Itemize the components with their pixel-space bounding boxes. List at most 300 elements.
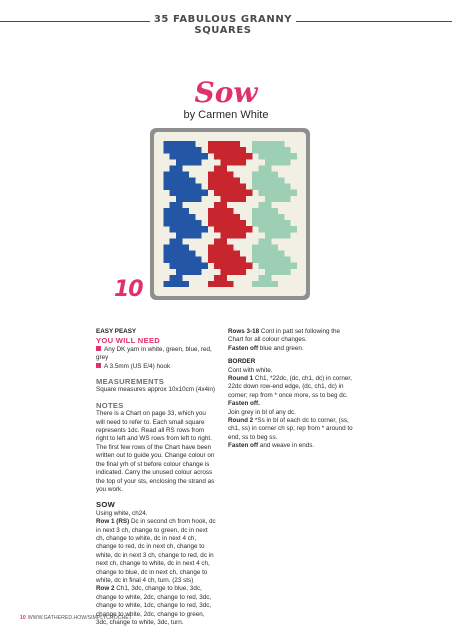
stitch-cell <box>246 190 253 196</box>
stitch-cell <box>227 214 234 220</box>
stitch-cell <box>259 141 266 147</box>
notes-text: There is a Chart on page 33, which you will need to refer to. Each small square represents 1dc. Read all RS rows from right to left and WS rows from left to right. The first few rows of the Chart have been written out to guide you. Change colour on the final yrh of st before colour change is indicated. Carry the unused colour across the top of your sts, enclosing the strand as you work. <box>96 410 215 493</box>
stitch-cell <box>214 153 221 159</box>
fasten-off-2: Fasten off. <box>228 400 260 408</box>
stitch-cell <box>208 220 215 226</box>
stitch-cell <box>195 159 202 165</box>
stitch-cell <box>214 184 221 190</box>
stitch-cell <box>278 153 285 159</box>
stitch-cell <box>170 178 177 184</box>
stitch-cell <box>259 208 266 214</box>
stitch-cell <box>252 178 259 184</box>
notes-heading: NOTES <box>96 400 124 410</box>
stitch-cell <box>259 275 266 281</box>
stitch-cell <box>265 159 272 165</box>
stitch-cell <box>195 147 202 153</box>
stitch-cell <box>220 159 227 165</box>
stitch-cell <box>252 244 259 250</box>
stitch-cell <box>233 214 240 220</box>
stitch-cell <box>189 220 196 226</box>
stitch-cell <box>220 196 227 202</box>
stitch-cell <box>220 257 227 263</box>
stitch-cell <box>259 202 266 208</box>
pattern-number: 10 <box>114 277 143 302</box>
stitch-cell <box>195 153 202 159</box>
stitch-cell <box>233 153 240 159</box>
stitch-cell <box>284 190 291 196</box>
stitch-cell <box>246 263 253 269</box>
bullet-icon <box>96 363 101 368</box>
stitch-cell <box>195 190 202 196</box>
stitch-cell <box>195 263 202 269</box>
stitch-cell <box>278 257 285 263</box>
stitch-cell <box>170 263 177 269</box>
stitch-cell <box>233 178 240 184</box>
page-footer <box>20 615 132 621</box>
stitch-cell <box>170 257 177 263</box>
stitch-cell <box>227 184 234 190</box>
stitch-cell <box>176 208 183 214</box>
stitch-cell <box>290 226 297 232</box>
stitch-cell <box>189 257 196 263</box>
stitch-cell <box>170 147 177 153</box>
stitch-cell <box>240 220 247 226</box>
right-column <box>228 328 354 451</box>
stitch-cell <box>227 269 234 275</box>
stitch-cell <box>284 226 291 232</box>
stitch-cell <box>259 238 266 244</box>
stitch-cell <box>176 281 183 287</box>
stitch-cell <box>252 208 259 214</box>
stitch-cell <box>208 244 215 250</box>
stitch-cell <box>163 220 170 226</box>
stitch-cell <box>284 159 291 165</box>
stitch-cell <box>259 178 266 184</box>
stitch-cell <box>246 226 253 232</box>
stitch-cell <box>189 190 196 196</box>
stitch-cell <box>182 171 189 177</box>
stitch-cell <box>189 250 196 256</box>
stitch-cell <box>259 220 266 226</box>
stitch-cell <box>278 250 285 256</box>
stitch-cell <box>233 141 240 147</box>
stitch-cell <box>259 171 266 177</box>
stitch-cell <box>189 184 196 190</box>
stitch-cell <box>278 269 285 275</box>
stitch-cell <box>220 238 227 244</box>
pattern-byline: by Carmen White <box>183 109 269 121</box>
square-colorwork-grid <box>157 135 303 293</box>
stitch-cell <box>227 153 234 159</box>
stitch-cell <box>290 263 297 269</box>
stitch-cell <box>182 226 189 232</box>
stitch-cell <box>176 147 183 153</box>
stitch-cell <box>265 232 272 238</box>
stitch-cell <box>278 184 285 190</box>
stitch-cell <box>189 141 196 147</box>
stitch-cell <box>240 226 247 232</box>
stitch-cell <box>220 244 227 250</box>
stitch-cell <box>170 184 177 190</box>
header-title: 35 FABULOUS GRANNY SQUARES <box>153 14 293 36</box>
stitch-cell <box>195 196 202 202</box>
stitch-cell <box>176 250 183 256</box>
stitch-cell <box>214 171 221 177</box>
stitch-cell <box>176 257 183 263</box>
stitch-cell <box>284 263 291 269</box>
stitch-cell <box>259 165 266 171</box>
stitch-cell <box>189 147 196 153</box>
join-grey: Join grey in bl of any dc. <box>228 408 296 416</box>
stitch-cell <box>227 178 234 184</box>
sow-heading: SOW <box>96 500 116 510</box>
stitch-cell <box>227 196 234 202</box>
stitch-cell <box>214 178 221 184</box>
stitch-cell <box>208 147 215 153</box>
stitch-cell <box>284 147 291 153</box>
stitch-cell <box>214 275 221 281</box>
stitch-cell <box>176 165 183 171</box>
header-rule-left <box>0 21 150 22</box>
stitch-cell <box>220 202 227 208</box>
stitch-cell <box>233 220 240 226</box>
stitch-cell <box>265 141 272 147</box>
stitch-cell <box>278 196 285 202</box>
stitch-cell <box>220 275 227 281</box>
stitch-cell <box>227 220 234 226</box>
stitch-cell <box>252 147 259 153</box>
stitch-cell <box>271 208 278 214</box>
stitch-cell <box>259 244 266 250</box>
stitch-cell <box>189 159 196 165</box>
stitch-cell <box>195 226 202 232</box>
stitch-cell <box>208 171 215 177</box>
stitch-cell <box>208 178 215 184</box>
stitch-cell <box>252 220 259 226</box>
stitch-cell <box>265 214 272 220</box>
stitch-cell <box>214 226 221 232</box>
stitch-cell <box>208 250 215 256</box>
stitch-cell <box>265 263 272 269</box>
stitch-cell <box>290 153 297 159</box>
stitch-cell <box>252 141 259 147</box>
stitch-cell <box>182 250 189 256</box>
stitch-cell <box>284 269 291 275</box>
stitch-cell <box>233 232 240 238</box>
stitch-cell <box>182 159 189 165</box>
stitch-cell <box>220 178 227 184</box>
stitch-cell <box>252 257 259 263</box>
stitch-cell <box>163 257 170 263</box>
stitch-cell <box>240 190 247 196</box>
stitch-cell <box>176 141 183 147</box>
stitch-cell <box>220 190 227 196</box>
stitch-cell <box>233 250 240 256</box>
stitch-cell <box>163 147 170 153</box>
stitch-cell <box>271 281 278 287</box>
stitch-cell <box>271 141 278 147</box>
stitch-cell <box>208 214 215 220</box>
stitch-cell <box>233 147 240 153</box>
stitch-cell <box>227 281 234 287</box>
stitch-cell <box>265 275 272 281</box>
stitch-cell <box>201 190 208 196</box>
stitch-cell <box>182 190 189 196</box>
stitch-cell <box>233 263 240 269</box>
stitch-cell <box>259 190 266 196</box>
stitch-cell <box>195 269 202 275</box>
stitch-cell <box>201 153 208 159</box>
stitch-cell <box>278 190 285 196</box>
running-header <box>0 13 452 36</box>
you-will-need-heading: YOU WILL NEED <box>96 336 161 346</box>
row-1-instruction: Row 1 (RS) Dc in second ch from hook, dc in next 3 ch, change to green, dc in next ch, change to white, dc in next 4 ch, change to red, dc in next ch, change to white, dc in next 3 ch, change to red, dc in next ch, change to white, dc in next 4 ch, change to blue, dc in next ch, change to white, dc in final 4 ch, turn. (23 sts) <box>96 518 216 584</box>
stitch-cell <box>271 232 278 238</box>
stitch-cell <box>214 141 221 147</box>
stitch-cell <box>182 153 189 159</box>
stitch-cell <box>259 281 266 287</box>
left-column <box>96 328 216 627</box>
stitch-cell <box>176 263 183 269</box>
stitch-cell <box>220 208 227 214</box>
stitch-cell <box>240 147 247 153</box>
stitch-cell <box>265 171 272 177</box>
stitch-cell <box>176 269 183 275</box>
stitch-cell <box>271 153 278 159</box>
header-rule-right <box>296 21 452 22</box>
rows-3-18-instruction: Rows 3-18 Cont in patt set following the Chart for all colour changes. <box>228 328 341 344</box>
stitch-cell <box>182 220 189 226</box>
stitch-cell <box>259 153 266 159</box>
stitch-cell <box>214 250 221 256</box>
footer-page-number: 10 <box>20 615 26 621</box>
stitch-cell <box>214 281 221 287</box>
stitch-cell <box>259 214 266 220</box>
stitch-cell <box>214 263 221 269</box>
stitch-cell <box>271 263 278 269</box>
stitch-cell <box>278 214 285 220</box>
pattern-title: Sow <box>194 76 258 109</box>
stitch-cell <box>182 178 189 184</box>
stitch-cell <box>170 281 177 287</box>
stitch-cell <box>278 226 285 232</box>
stitch-cell <box>265 244 272 250</box>
stitch-cell <box>214 208 221 214</box>
stitch-cell <box>220 250 227 256</box>
stitch-cell <box>259 184 266 190</box>
sow-intro: Using white, ch24. <box>96 509 148 517</box>
stitch-cell <box>227 244 234 250</box>
stitch-cell <box>278 147 285 153</box>
stitch-cell <box>176 214 183 220</box>
stitch-cell <box>220 232 227 238</box>
stitch-cell <box>233 226 240 232</box>
stitch-cell <box>252 250 259 256</box>
stitch-cell <box>265 196 272 202</box>
stitch-cell <box>290 190 297 196</box>
stitch-cell <box>163 214 170 220</box>
stitch-cell <box>214 220 221 226</box>
border-heading: BORDER <box>228 358 256 366</box>
stitch-cell <box>170 202 177 208</box>
stitch-cell <box>271 244 278 250</box>
stitch-cell <box>284 184 291 190</box>
stitch-cell <box>195 232 202 238</box>
stitch-cell <box>265 238 272 244</box>
stitch-cell <box>265 165 272 171</box>
stitch-cell <box>220 153 227 159</box>
stitch-cell <box>240 184 247 190</box>
stitch-cell <box>265 257 272 263</box>
stitch-cell <box>176 171 183 177</box>
stitch-cell <box>284 196 291 202</box>
stitch-cell <box>163 184 170 190</box>
stitch-cell <box>176 153 183 159</box>
stitch-cell <box>220 220 227 226</box>
stitch-cell <box>240 153 247 159</box>
stitch-cell <box>208 141 215 147</box>
stitch-cell <box>233 184 240 190</box>
stitch-cell <box>214 165 221 171</box>
stitch-cell <box>271 220 278 226</box>
stitch-cell <box>240 159 247 165</box>
stitch-cell <box>214 147 221 153</box>
stitch-cell <box>227 141 234 147</box>
stitch-cell <box>214 214 221 220</box>
stitch-cell <box>170 238 177 244</box>
stitch-cell <box>271 214 278 220</box>
stitch-cell <box>176 178 183 184</box>
stitch-cell <box>284 153 291 159</box>
stitch-cell <box>259 226 266 232</box>
footer-url: WWW.GATHERED.HOW/SIMPLYCROCHET <box>27 615 132 621</box>
stitch-cell <box>278 263 285 269</box>
stitch-cell <box>233 269 240 275</box>
stitch-cell <box>214 190 221 196</box>
stitch-cell <box>284 232 291 238</box>
stitch-cell <box>278 232 285 238</box>
stitch-cell <box>278 178 285 184</box>
bullet-icon <box>96 346 101 351</box>
stitch-cell <box>227 171 234 177</box>
stitch-cell <box>265 226 272 232</box>
stitch-cell <box>265 220 272 226</box>
stitch-cell <box>182 141 189 147</box>
stitch-cell <box>227 232 234 238</box>
stitch-cell <box>182 257 189 263</box>
stitch-cell <box>220 281 227 287</box>
stitch-cell <box>227 250 234 256</box>
stitch-cell <box>214 257 221 263</box>
stitch-cell <box>252 281 259 287</box>
measurements-heading: MEASUREMENTS <box>96 377 165 387</box>
stitch-cell <box>176 232 183 238</box>
stitch-cell <box>176 275 183 281</box>
stitch-cell <box>284 220 291 226</box>
difficulty-level: EASY PEASY <box>96 328 137 335</box>
need-item: A 3.5mm (US E/4) hook <box>96 363 216 371</box>
stitch-cell <box>265 147 272 153</box>
stitch-cell <box>182 232 189 238</box>
stitch-cell <box>227 263 234 269</box>
stitch-cell <box>170 153 177 159</box>
stitch-cell <box>163 250 170 256</box>
stitch-cell <box>176 220 183 226</box>
stitch-cell <box>170 208 177 214</box>
stitch-cell <box>189 153 196 159</box>
measurements-text: Square measures approx 10x10cm (4x4in) <box>96 386 216 394</box>
stitch-cell <box>227 159 234 165</box>
stitch-cell <box>170 190 177 196</box>
fasten-off-3: Fasten off and weave in ends. <box>228 442 315 450</box>
stitch-cell <box>240 196 247 202</box>
stitch-cell <box>265 178 272 184</box>
stitch-cell <box>163 244 170 250</box>
stitch-cell <box>189 232 196 238</box>
stitch-cell <box>233 257 240 263</box>
stitch-cell <box>182 244 189 250</box>
stitch-cell <box>176 190 183 196</box>
stitch-cell <box>176 159 183 165</box>
stitch-cell <box>214 202 221 208</box>
stitch-cell <box>240 257 247 263</box>
stitch-cell <box>170 275 177 281</box>
row-2-instruction: Row 2 Ch1, 3dc, change to blue, 3dc, change to white, 2dc, change to red, 3dc, change to white, 1dc, change to red, 3dc, change to white, 2dc, change to green, 3dc, change to white, 3dc, turn. <box>96 585 212 626</box>
stitch-cell <box>259 263 266 269</box>
stitch-cell <box>170 165 177 171</box>
stitch-cell <box>233 190 240 196</box>
stitch-cell <box>233 196 240 202</box>
stitch-cell <box>265 208 272 214</box>
fasten-off-1: Fasten off blue and green. <box>228 344 304 352</box>
stitch-cell <box>220 263 227 269</box>
stitch-cell <box>278 159 285 165</box>
stitch-cell <box>182 196 189 202</box>
stitch-cell <box>182 147 189 153</box>
stitch-cell <box>246 153 253 159</box>
stitch-cell <box>265 250 272 256</box>
stitch-cell <box>214 238 221 244</box>
stitch-cell <box>271 178 278 184</box>
stitch-cell <box>208 257 215 263</box>
stitch-cell <box>170 171 177 177</box>
stitch-cell <box>271 226 278 232</box>
border-intro: Cont with white. <box>228 366 273 374</box>
stitch-cell <box>220 214 227 220</box>
stitch-cell <box>278 141 285 147</box>
stitch-cell <box>271 269 278 275</box>
stitch-cell <box>271 184 278 190</box>
stitch-cell <box>265 269 272 275</box>
stitch-cell <box>182 208 189 214</box>
stitch-cell <box>265 153 272 159</box>
stitch-cell <box>271 196 278 202</box>
stitch-cell <box>252 214 259 220</box>
stitch-cell <box>265 202 272 208</box>
stitch-cell <box>259 147 266 153</box>
stitch-cell <box>176 196 183 202</box>
stitch-cell <box>182 184 189 190</box>
stitch-cell <box>220 141 227 147</box>
stitch-cell <box>195 257 202 263</box>
stitch-cell <box>170 250 177 256</box>
stitch-cell <box>240 263 247 269</box>
stitch-cell <box>220 184 227 190</box>
stitch-cell <box>189 226 196 232</box>
stitch-cell <box>170 214 177 220</box>
stitch-cell <box>176 238 183 244</box>
stitch-cell <box>284 257 291 263</box>
